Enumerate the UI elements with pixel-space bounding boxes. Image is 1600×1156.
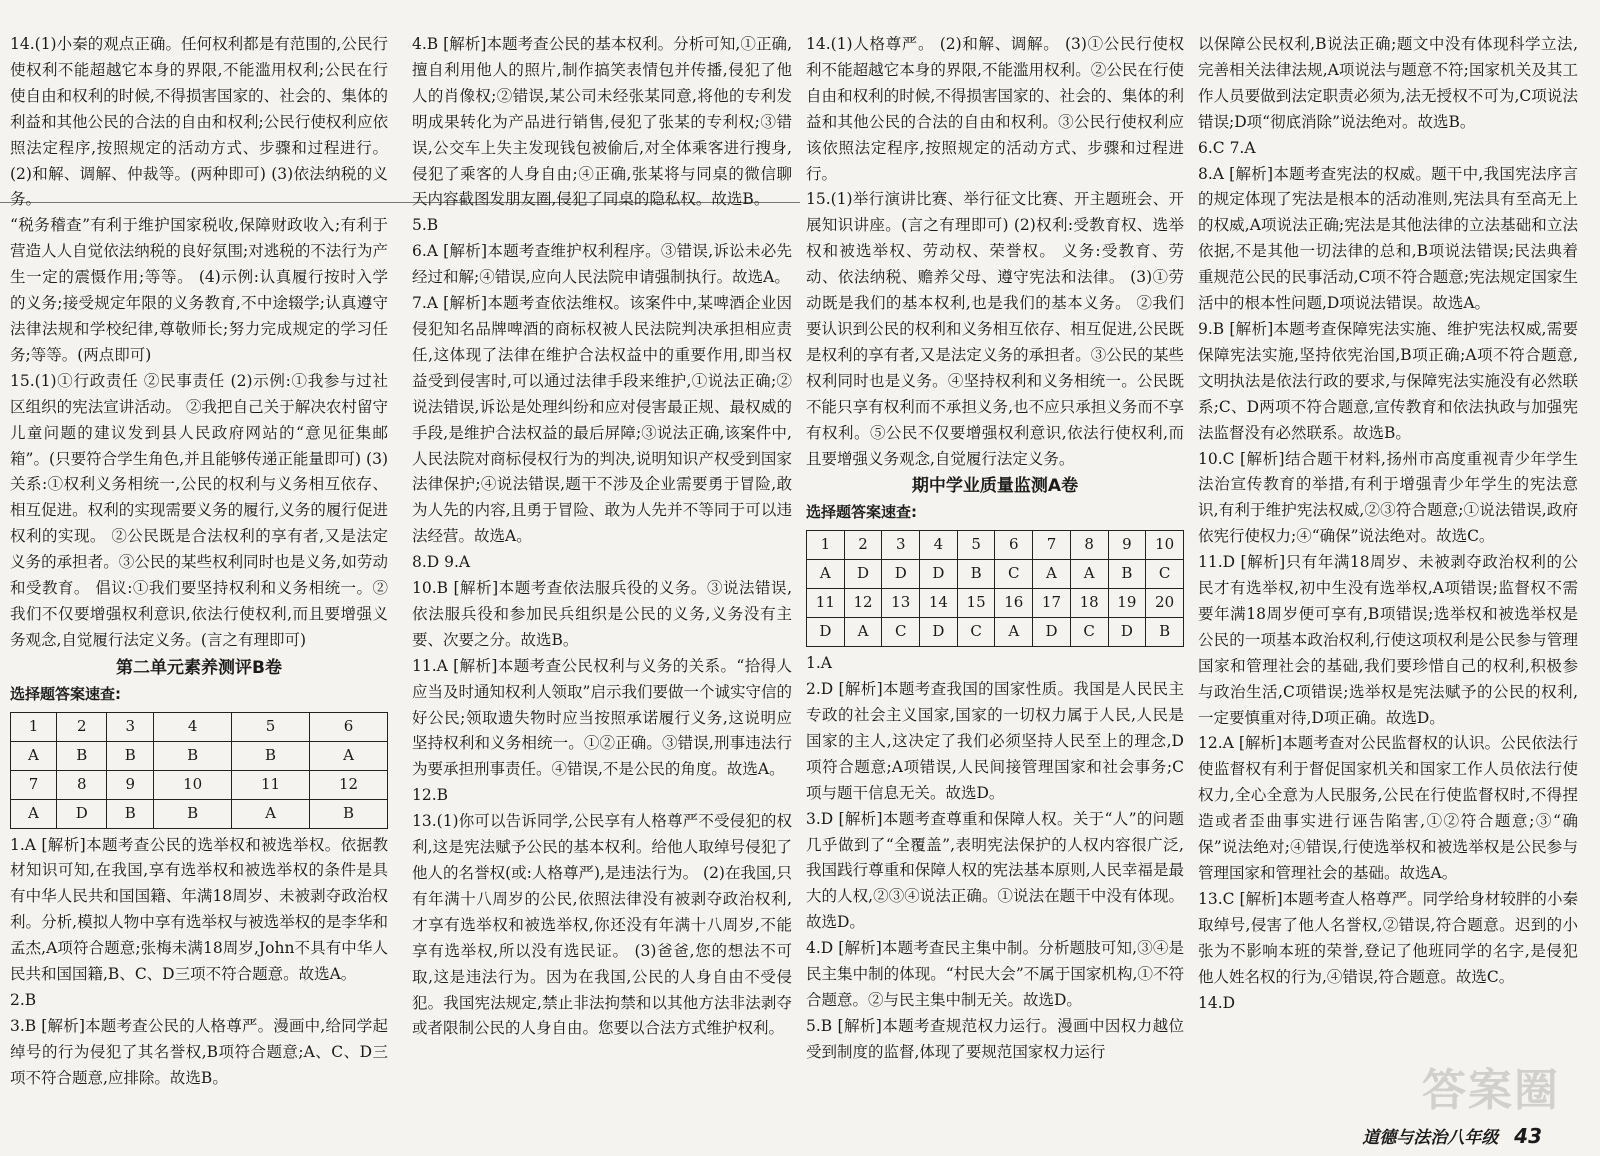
table-row [807, 531, 1184, 560]
table-cell: D [882, 560, 920, 589]
table-row [11, 799, 388, 828]
table-cell: 4 [920, 531, 958, 560]
table-row [807, 560, 1184, 589]
table-cell: 2 [844, 531, 882, 560]
answer-13: 13.(1)你可以告诉同学,公民享有人格尊严不受侵犯的权利,这是宪法赋予公民的基本权利。给他人取绰号侵犯了他人的名誉权(或:人格尊严),是违法行为。 (2)在我国,只有年满十八周岁的公民,依照法律没有被剥夺政治权利,才享有选举权和被选举权,你还没有年满十八周岁,不能享有选举权,所以没有选民证。 (3)爸爸,您的想法不可取,这是违法行为。因为在我国,公民的人身自由不受侵犯。我国宪法规定,禁止非法拘禁和以其他方法非法剥夺或者限制公民的人身自由。您要以合法方式维护权利。 [412, 812, 792, 1038]
answer-14: 14.(1)小秦的观点正确。任何权利都是有范围的,公民行使权利不能超越它本身的界限,不能滥用权利;公民在行使自由和权利的时候,不得损害国家的、社会的、集体的利益和其他公民的合法的自由和权利;公民行使权利应依照法定程序,按照规定的活动方式、步骤和过程进行。 (2)和解、调解、仲裁等。(两种即可) (3)依法纳税的义务。 [10, 35, 393, 209]
table-cell: 9 [1108, 531, 1146, 560]
column-4 [1198, 32, 1578, 1016]
subject-label: 道德与法治八年级 [1362, 1128, 1499, 1148]
answer-10: 10.B [解析]本题考查依法服兵役的义务。③说法错误,依法服兵役和参加民兵组织是公民的义务,义务没有主要、次要之分。故选B。 [412, 579, 792, 649]
answer-4: 4.B [解析]本题考查公民的基本权利。分析可知,①正确,擅自利用他人的照片,制作搞笑表情包并传播,侵犯了他人的肖像权;②错误,某公司未经张某同意,将他的专利发明成果转化为产品进行销售,侵犯了张某的专利权;③错误,公交车上失主发现钱包被偷后,对全体乘客进行搜身,侵犯了乘客的人身自由;④正确,张某将与同桌的微信聊天内容截图发朋友圈,侵犯了同桌的隐私权。故选B。 [412, 35, 792, 209]
answer-3: 3.B [解析]本题考查公民的人格尊严。漫画中,给同学起绰号的行为侵犯了其名誉权,B项符合题意;A、C、D三项不符合题意,应排除。故选B。 [10, 1016, 388, 1087]
table-cell: 3 [107, 712, 154, 741]
column-1 [10, 32, 393, 1092]
table-cell: 10 [154, 770, 232, 799]
section-title: 期中学业质量监测A卷 [911, 476, 1079, 497]
table-cell: B [232, 741, 310, 770]
table-cell: D [1108, 618, 1146, 647]
table-cell: 6 [310, 712, 388, 741]
answer-14-cont: “税务稽查”有利于维护国家税收,保障财政收入;有利于营造人人自觉依法纳税的良好氛围;对逃税的不法行为产生一定的震慑作用;等等。 (4)示例:认真履行按时入学的义务;接受规定年限的义务教育,不中途辍学;认真遵守法律法规和学校纪律,尊敬师长;努力完成规定的学习任务;等等。(两点即可) [10, 216, 388, 364]
table-cell: D [920, 618, 958, 647]
table-cell: 18 [1070, 589, 1108, 618]
answer-9: 9.B [解析]本题考查保障宪法实施、维护宪法权威,需要保障宪法实施,坚持依宪治国,B项正确;A项不符合题意,文明执法是依法行政的要求,与保障宪法实施没有必然联系;C、D两项不符合题意,宣传教育和依法执政与加强宪法监督没有必然联系。故选B。 [1198, 319, 1578, 442]
quick-answer-label: 选择题答案速查: [10, 684, 121, 703]
table-cell: A [232, 799, 310, 828]
column-3 [806, 32, 1184, 1066]
table-cell: 14 [920, 589, 958, 618]
table-cell: 5 [957, 531, 995, 560]
table-cell: A [844, 618, 882, 647]
table-cell: 9 [107, 770, 154, 799]
table-cell: A [1070, 560, 1108, 589]
table-cell: 5 [232, 712, 310, 741]
answer-2: 2.D [解析]本题考查我国的国家性质。我国是人民民主专政的社会主义国家,国家的一切权力属于人民,人民是国家的主人,这决定了我们必须坚持人民至上的理念,D项符合题意;A项错误,人民间接管理国家和社会事务;C项与题干信息无关。故选D。 [806, 680, 1184, 802]
table-cell: 8 [1070, 531, 1108, 560]
table-cell: A [1033, 560, 1071, 589]
quick-answer-label: 选择题答案速查: [806, 503, 917, 522]
table-cell: 11 [807, 589, 845, 618]
table-cell: 1 [807, 531, 845, 560]
table-cell: C [882, 618, 920, 647]
answer-15: 15.(1)举行演讲比赛、举行征文比赛、开主题班会、开展知识讲座。(言之有理即可) (2)权利:受教育权、选举权和被选举权、劳动权、荣誉权。 义务:受教育、劳动、依法纳税、赡养父母、遵守宪法和法律。 (3)①劳动既是我们的基本权利,也是我们的基本义务。 ②我们要认识到公民的权利和义务相互依存、相互促进,公民既是权利的享有者,又是法定义务的承担者。③公民的某些权利同时也是义务。④坚持权利和义务相统一。公民既不能只享有权利而不承担义务,也不应只承担义务而不享有权利。⑤公民不仅要增强权利意识,依法行使权利,而且要增强义务观念,自觉履行法定义务。 [806, 190, 1184, 468]
table-cell: 20 [1146, 589, 1184, 618]
table-cell: A [310, 741, 388, 770]
table-cell: A [995, 618, 1033, 647]
table-cell: C [1146, 560, 1184, 589]
answer-3: 3.D [解析]本题考查尊重和保障人权。关于“人”的问题几乎做到了“全覆盖”,表明宪法保护的人权内容很广泛,我国践行尊重和保障人权的宪法基本原则,人民幸福是最大的人权,②③④说法正确。①说法在题干中没有体现。故选D。 [806, 809, 1184, 932]
answer-8-9: 8.D 9.A [412, 553, 471, 572]
table-cell: 16 [995, 589, 1033, 618]
table-row [11, 741, 388, 770]
page-number: 43 [1514, 1124, 1542, 1148]
table-cell: 7 [11, 770, 57, 799]
answer-13: 13.C [解析]本题考查人格尊严。同学给身材较胖的小秦取绰号,侵害了他人名誉权,②错误,符合题意。迟到的小张为不影响本班的荣誉,登记了他班同学的名字,是侵犯他人姓名权的行为,④错误,符合题意。故选C。 [1198, 889, 1578, 986]
answer-7: 7.A [解析]本题考查依法维权。该案件中,某啤酒企业因侵犯知名品牌啤酒的商标权被人民法院判决承担相应责任,这体现了法律在维护合法权益中的重要作用,即当权益受到侵害时,可以通过法律手段来维护,①说法正确;②说法错误,诉讼是处理纠纷和应对侵害最正规、最权威的手段,是维护合法权益的最后屏障;③说法正确,该案件中,人民法院对商标侵权行为的判决,说明知识产权受到国家法律保护;④说法错误,题干不涉及企业需要勇于冒险,敢为人先的内容,且勇于冒险、敢为人先并不等同于可以违法经营。故选A。 [412, 294, 792, 546]
table-cell: 4 [154, 712, 232, 741]
table-cell: 2 [56, 712, 107, 741]
answer-12: 12.A [解析]本题考查对公民监督权的认识。公民依法行使监督权有利于督促国家机关和国家工作人员依法行使权力,全心全意为人民服务,公民在行使监督权时,不得捏造或者歪曲事实进行诬告陷害,①②符合题意;③“确保”说法绝对;④错误,行使选举权和被选举权是公民参与管理国家和管理社会的基础。故选A。 [1198, 734, 1578, 882]
table-row [11, 712, 388, 741]
answer-5-cont: 以保障公民权利,B说法正确;题文中没有体现科学立法,完善相关法律法规,A项说法与题意不符;国家机关及其工作人员要做到法定职责必须为,法无授权不可为,C项说法错误;D项“彻底消除”说法绝对。故选B。 [1198, 35, 1578, 131]
answer-table [806, 530, 1184, 647]
table-cell: C [957, 618, 995, 647]
table-cell: B [1108, 560, 1146, 589]
table-row [807, 618, 1184, 647]
answer-14: 14.D [1198, 993, 1236, 1012]
table-cell: 3 [882, 531, 920, 560]
table-cell: B [1146, 618, 1184, 647]
table-cell: B [107, 741, 154, 770]
answer-5: 5.B [412, 216, 439, 235]
table-cell: A [11, 799, 57, 828]
column-2 [412, 32, 792, 1042]
table-cell: B [107, 799, 154, 828]
answer-1: 1.A [解析]本题考查公民的选举权和被选举权。依据教材知识可知,在我国,享有选举权和被选举权的条件是具有中华人民共和国国籍、年满18周岁、未被剥夺政治权利。分析,模拟人物中享有选举权与被选举权的是李华和孟杰,A项符合题意;张梅未满18周岁,John不具有中华人民共和国国籍,B、C、D三项不符合题意。故选A。 [10, 835, 388, 984]
table-cell: 1 [11, 712, 57, 741]
table-cell: 12 [310, 770, 388, 799]
table-cell: D [844, 560, 882, 589]
page-footer [1362, 1123, 1542, 1148]
table-cell: 6 [995, 531, 1033, 560]
table-cell: C [995, 560, 1033, 589]
table-cell: D [920, 560, 958, 589]
answer-12: 12.B [412, 786, 449, 805]
table-cell: A [11, 741, 57, 770]
answer-15: 15.(1)①行政责任 ②民事责任 (2)示例:①我参与过社区组织的宪法宣讲活动。 ②我把自己关于解决农村留守儿童问题的建议发到县人民政府网站的“意见征集邮箱”。(只要符合学生角色,并且能够传递正能量即可) (3)关系:①权利义务相统一,公民的权利与义务相互依存、相互促进。权利的实现需要义务的履行,义务的履行促进权利的实现。 ②公民既是合法权利的享有者,又是法定义务的承担者。③公民的某些权利同时也是义务,如劳动和受教育。 倡议:①我们要坚持权利和义务相统一。②我们不仅要增强权利意识,依法行使权利,而且要增强义务观念,自觉履行法定义务。(言之有理即可) [10, 371, 388, 649]
table-cell: C [1070, 618, 1108, 647]
answer-2: 2.B [10, 991, 37, 1009]
section-title: 第二单元素养测评B卷 [116, 657, 282, 678]
answer-6: 6.A [解析]本题考查维护权利程序。③错误,诉讼未必先经过和解;④错误,应向人民法院申请强制执行。故选A。 [412, 242, 792, 287]
table-cell: 17 [1033, 589, 1071, 618]
table-cell: 15 [957, 589, 995, 618]
table-cell: D [56, 799, 107, 828]
answer-1: 1.A [806, 654, 832, 673]
answer-4: 4.D [解析]本题考查民主集中制。分析题肢可知,③④是民主集中制的体现。“村民大会”不属于国家机构,①不符合题意。②与民主集中制无关。故选D。 [806, 939, 1184, 1009]
table-cell: B [310, 799, 388, 828]
table-cell: D [1033, 618, 1071, 647]
table-cell: 10 [1146, 531, 1184, 560]
answer-6-7: 6.C 7.A [1198, 138, 1256, 157]
table-cell: 19 [1108, 589, 1146, 618]
answer-10: 10.C [解析]结合题干材料,扬州市高度重视青少年学生法治宣传教育的举措,有利于增强青少年学生的宪法意识,有利于维护宪法权威,②③符合题意;①说法错误,政府依宪行使权力;④“确保”说法绝对。故选C。 [1198, 449, 1578, 546]
table-cell: 8 [56, 770, 107, 799]
table-row [807, 589, 1184, 618]
table-cell: B [154, 741, 232, 770]
answer-14: 14.(1)人格尊严。 (2)和解、调解。 (3)①公民行使权利不能超越它本身的界限,不能滥用权利。②公民在行使自由和权利的时候,不得损害国家的、社会的、集体的利益和其他公民的合法的自由和权利。③公民行使权利应该依照法定程序,按照规定的活动方式、步骤和过程进行。 [806, 35, 1184, 183]
answer-8: 8.A [解析]本题考查宪法的权威。题干中,我国宪法序言的规定体现了宪法是根本的活动准则,宪法具有至高无上的权威,A项说法正确;宪法是其他法律的立法基础和立法依据,不是其他一切法律的总和,B项说法错误;民法典着重规范公民的民事活动,C项不符合题意;宪法规定国家生活中的根本性问题,D项说法错误。故选A。 [1198, 164, 1578, 313]
watermark-logo: 答案圈 [1422, 1065, 1560, 1116]
table-cell: A [807, 560, 845, 589]
answer-11: 11.D [解析]只有年满18周岁、未被剥夺政治权利的公民才有选举权,初中生没有选举权,A项错误;监督权不需要年满18周岁便可享有,B项错误;选举权和被选举权是公民的一项基本政治权利,行使这项权利是公民参与管理国家和管理社会的基础,我们要珍惜自己的权利,积极参与政治生活,C项错误;选举权是宪法赋予的公民的权利,一定要慎重对待,D项正确。故选D。 [1198, 553, 1578, 727]
table-cell: B [957, 560, 995, 589]
table-row [11, 770, 388, 799]
table-cell: 12 [844, 589, 882, 618]
answer-11: 11.A [解析]本题考查公民权利与义务的关系。“拾得人应当及时通知权利人领取”启示我们要做一个诚实守信的好公民;领取遗失物时应当按照承诺履行义务,这说明应坚持权利和义务相统一。①②正确。③错误,刑事违法行为要承担刑事责任。④错误,不是公民的角度。故选A。 [412, 656, 792, 779]
table-cell: D [807, 618, 845, 647]
table-cell: 7 [1033, 531, 1071, 560]
table-cell: 13 [882, 589, 920, 618]
answer-5: 5.B [解析]本题考查规范权力运行。漫画中因权力越位受到制度的监督,体现了要规范国家权力运行 [806, 1016, 1184, 1061]
answer-table [10, 712, 388, 829]
table-cell: 11 [232, 770, 310, 799]
table-cell: B [154, 799, 232, 828]
table-cell: B [56, 741, 107, 770]
